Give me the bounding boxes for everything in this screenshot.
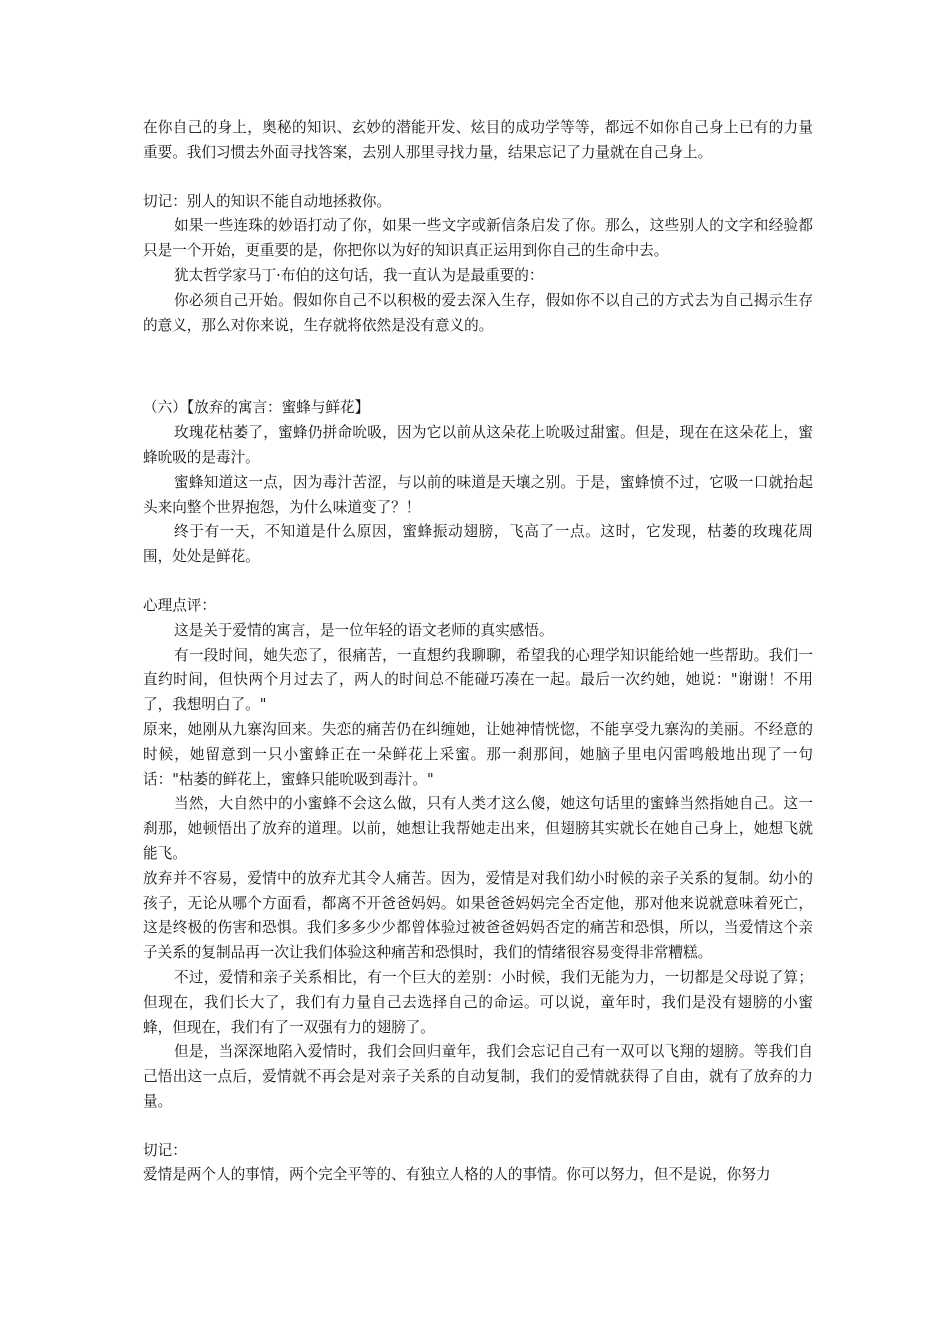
paragraph: 有一段时间，她失恋了，很痛苦，一直想约我聊聊，希望我的心理学知识能给她一些帮助。我们一直约时间，但快两个月过去了，两人的时间总不能碰巧凑在一起。最后一次约她，她说："谢谢！不用了，我想明白了。" <box>143 646 813 714</box>
document-body <box>143 116 813 1188</box>
paragraph: 切记：别人的知识不能自动地拯救你。 <box>143 192 392 210</box>
paragraph: 在你自己的身上，奥秘的知识、玄妙的潜能开发、炫目的成功学等等，都远不如你自己身上已有的力量重要。我们习惯去外面寻找答案，去别人那里寻找力量，结果忘记了力量就在自己身上。 <box>143 119 813 161</box>
paragraph: 犹太哲学家马丁·布伯的这句话，我一直认为是最重要的： <box>174 266 544 284</box>
subheading: 切记： <box>143 1141 187 1159</box>
paragraph: 当然，大自然中的小蜜蜂不会这么做，只有人类才这么傻，她这句话里的蜜蜂当然指她自己。这一刹那，她顿悟出了放弃的道理。以前，她想让我帮她走出来，但翅膀其实就长在她自己身上，她想飞就能飞。 <box>143 795 813 862</box>
paragraph-spacer <box>143 570 813 594</box>
paragraph: 蜜蜂知道这一点，因为毒汁苦涩，与以前的味道是天壤之别。于是，蜜蜂愤不过，它吸一口就抬起头来向整个世界抱怨，为什么味道变了？！ <box>143 473 813 516</box>
paragraph: 放弃并不容易，爱情中的放弃尤其令人痛苦。因为，爱情是对我们幼小时候的亲子关系的复制。幼小的孩子，无论从哪个方面看，都离不开爸爸妈妈。如果爸爸妈妈完全否定他，那对他来说就意味着死亡，这是终极的伤害和恐惧。我们多多少少都曾体验过被爸爸妈妈否定的痛苦和恐惧，所以，当爱情这个亲子关系的复制品再一次让我们体验这种痛苦和恐惧时，我们的情绪很容易变得非常糟糕。 <box>143 869 813 962</box>
paragraph: 如果一些连珠的妙语打动了你，如果一些文字或新信条启发了你。那么，这些别人的文字和经验都只是一个开始，更重要的是，你把你以为好的知识真正运用到你自己的生命中去。 <box>143 217 813 260</box>
paragraph: 这是关于爱情的寓言，是一位年轻的语文老师的真实感悟。 <box>174 621 554 639</box>
paragraph: 爱情是两个人的事情，两个完全平等的、有独立人格的人的事情。你可以努力，但不是说，你努力 <box>143 1166 771 1184</box>
subheading: 心理点评： <box>143 596 216 614</box>
quote-paragraph: 你必须自己开始。假如你自己不以积极的爱去深入生存，假如你不以自己的方式去为自己揭示生存的意义，那么对你来说，生存就将依然是没有意义的。 <box>143 291 813 334</box>
paragraph: 但是，当深深地陷入爱情时，我们会回归童年，我们会忘记自己有一双可以飞翔的翅膀。等我们自己悟出这一点后，爱情就不再会是对亲子关系的自动复制，我们的爱情就获得了自由，就有了放弃的力量。 <box>143 1043 813 1110</box>
section-heading: （六）【放弃的寓言：蜜蜂与鲜花】 <box>143 399 370 417</box>
paragraph: 终于有一天，不知道是什么原因，蜜蜂振动翅膀，飞高了一点。这时，它发现，枯萎的玫瑰花周围，处处是鲜花。 <box>143 523 813 566</box>
paragraph: 不过，爱情和亲子关系相比，有一个巨大的差别：小时候，我们无能为力，一切都是父母说了算；但现在，我们长大了，我们有力量自己去选择自己的命运。可以说，童年时，我们是没有翅膀的小蜜蜂，但现在，我们有了一双强有力的翅膀了。 <box>143 968 813 1036</box>
paragraph-spacer <box>143 1115 813 1139</box>
paragraph-spacer <box>143 166 813 190</box>
paragraph: 原来，她刚从九寨沟回来。失恋的痛苦仍在纠缠她，让她神情恍惚，不能享受九寨沟的美丽。不经意的时候，她留意到一只小蜜蜂正在一朵鲜花上采蜜。那一刹那间，她脑子里电闪雷鸣般地出现了一句话："枯萎的鲜花上，蜜蜂只能吮吸到毒汁。" <box>143 720 813 788</box>
paragraph: 玫瑰花枯萎了，蜜蜂仍拼命吮吸，因为它以前从这朵花上吮吸过甜蜜。但是，现在在这朵花上，蜜蜂吮吸的是毒汁。 <box>143 424 813 466</box>
section-spacer <box>143 338 813 396</box>
